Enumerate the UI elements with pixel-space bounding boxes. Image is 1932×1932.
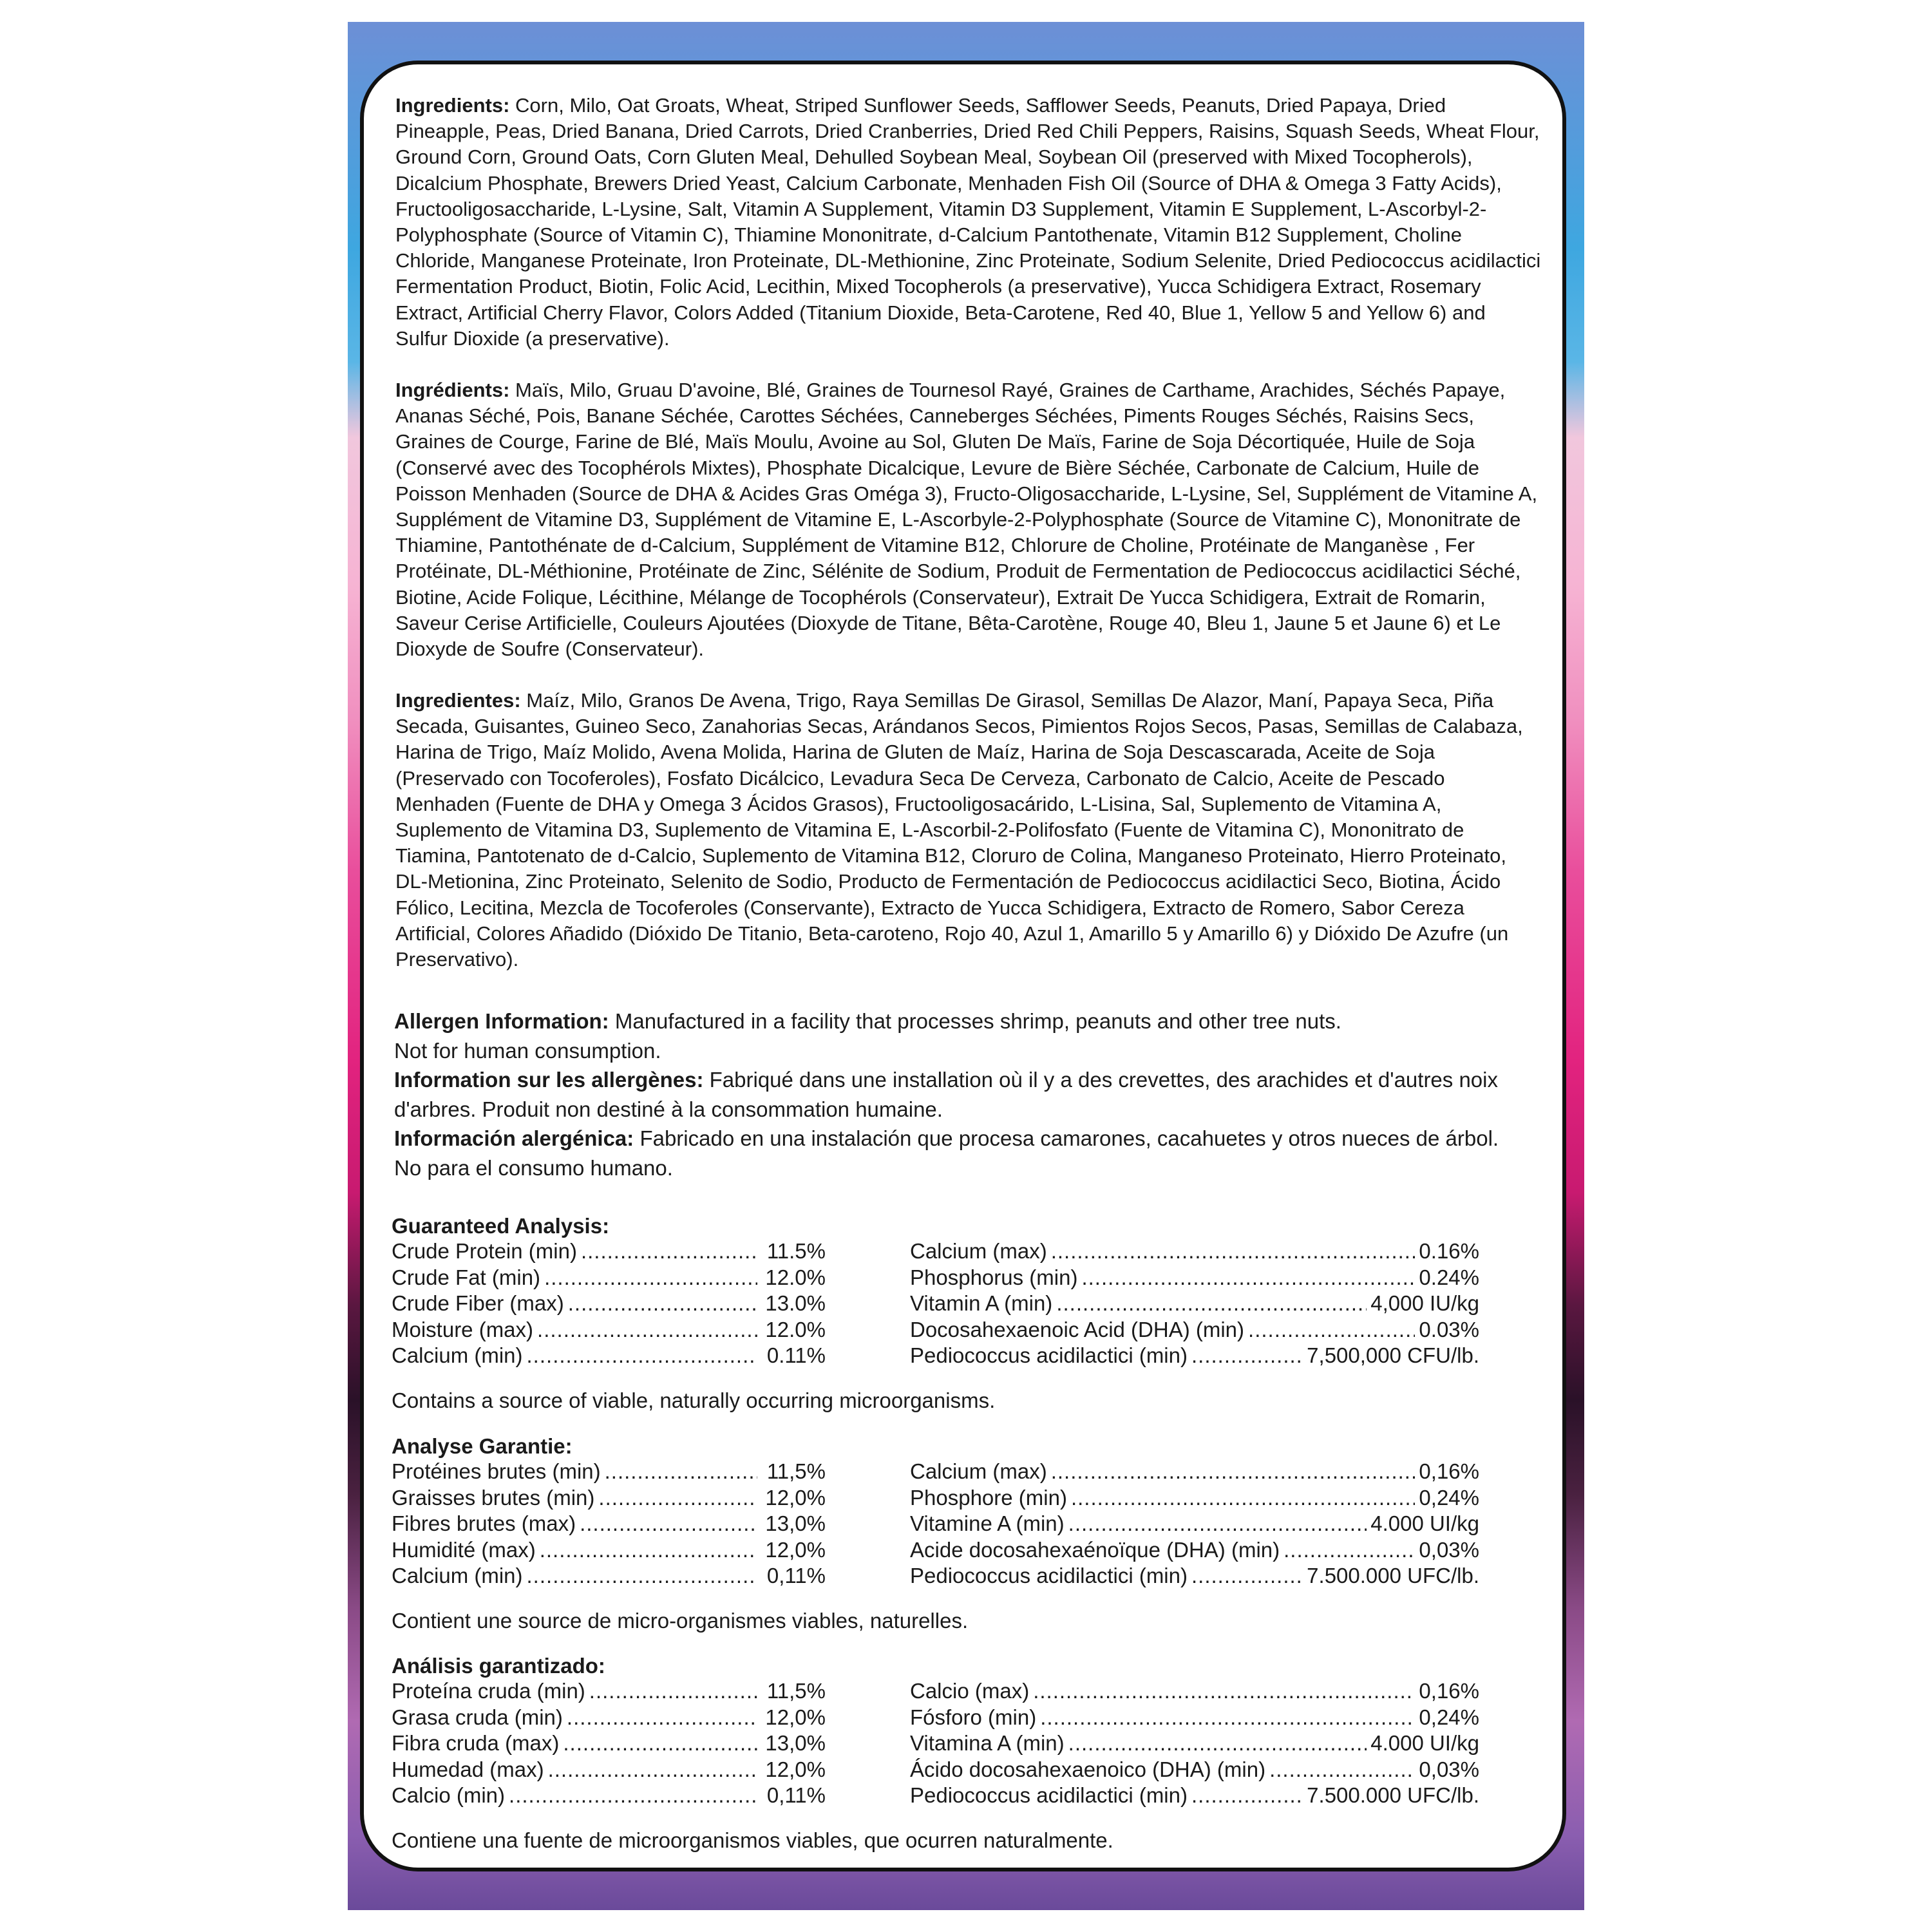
analysis-nutrient-value: 12,0% xyxy=(765,1485,826,1510)
analysis-nutrient-name: Vitamina A (min) xyxy=(910,1731,1065,1755)
dot-leader xyxy=(567,1705,757,1730)
analysis-nutrient-name: Calcio (min) xyxy=(392,1783,506,1807)
dot-leader xyxy=(544,1265,757,1291)
analysis-nutrient-name: Acide docosahexaénoïque (DHA) (min) xyxy=(910,1537,1280,1562)
analysis-row-es-right xyxy=(910,1757,1479,1783)
dot-leader xyxy=(1051,1238,1416,1264)
analysis-nutrient-name: Vitamin A (min) xyxy=(910,1291,1053,1315)
ingredients-en-label: Ingredients: xyxy=(395,94,510,117)
analysis-nutrient-value: 0.24% xyxy=(1419,1265,1479,1289)
dot-leader xyxy=(1269,1757,1415,1783)
allergen-info xyxy=(394,1007,1540,1182)
analysis-nutrient-value: 7.500.000 UFC/lb. xyxy=(1307,1783,1479,1807)
analysis-nutrient-value: 11,5% xyxy=(766,1459,826,1483)
analysis-nutrient-name: Fibres brutes (max) xyxy=(392,1511,576,1535)
dot-leader xyxy=(1071,1485,1415,1511)
analysis-row-en-right xyxy=(910,1238,1479,1264)
allergen-es-line2: No para el consumo humano. xyxy=(394,1155,673,1180)
analysis-nutrient-value: 4,000 IU/kg xyxy=(1370,1291,1479,1315)
allergen-en-line2: Not for human consumption. xyxy=(394,1038,661,1063)
allergen-es-label: Información alergénica: xyxy=(394,1126,634,1150)
allergen-fr-line2: d'arbres. Produit non destiné à la consommation humaine. xyxy=(394,1097,943,1121)
dot-leader xyxy=(1191,1343,1303,1368)
analysis-row-en-left xyxy=(392,1291,826,1316)
analysis-row-es-right xyxy=(910,1705,1479,1730)
analysis-nutrient-value: 0.11% xyxy=(766,1343,826,1367)
analysis-nutrient-name: Phosphore (min) xyxy=(910,1485,1067,1510)
analysis-row-en-right xyxy=(910,1343,1479,1368)
analysis-nutrient-name: Crude Fiber (max) xyxy=(392,1291,564,1315)
analysis-nutrient-name: Protéines brutes (min) xyxy=(392,1459,601,1483)
analysis-nutrient-value: 0,24% xyxy=(1419,1485,1479,1510)
analysis-row-fr-right xyxy=(910,1511,1479,1537)
analysis-nutrient-name: Moisture (max) xyxy=(392,1317,534,1341)
analysis-nutrient-name: Fósforo (min) xyxy=(910,1705,1037,1729)
analysis-nutrient-name: Pediococcus acidilactici (min) xyxy=(910,1783,1188,1807)
dot-leader xyxy=(548,1757,757,1783)
ingredients-fr xyxy=(395,377,1542,662)
analysis-row-es-right xyxy=(910,1783,1479,1808)
analysis-row-en-right xyxy=(910,1291,1479,1316)
allergen-fr-label: Information sur les allergènes: xyxy=(394,1068,704,1092)
analysis-nutrient-value: 12,0% xyxy=(765,1537,826,1562)
analysis-row-en-right xyxy=(910,1317,1479,1343)
dot-leader xyxy=(1248,1317,1415,1343)
analysis-row-fr-left xyxy=(392,1459,826,1484)
analysis-nutrient-value: 4.000 UI/kg xyxy=(1370,1731,1479,1755)
dot-leader xyxy=(1068,1511,1367,1537)
dot-leader xyxy=(598,1485,757,1511)
analysis-nutrient-name: Calcium (max) xyxy=(910,1459,1047,1483)
analysis-note-en: Contains a source of viable, naturally occurring microorganisms. xyxy=(392,1388,996,1412)
ingredients-en-text: Corn, Milo, Oat Groats, Wheat, Striped Sunflower Seeds, Safflower Seeds, Peanuts, Dried Papaya, Dried Pineapple, Peas, Dried Banana, Dried Carrots, Dried Cranberries, Dried Red Chili Peppers, Raisins, Squash Seeds, Wheat Flour, Ground Corn, Ground Oats, Corn Gluten Meal, Dehulled Soybean Meal, Soybean Oil (preserved with Mixed Tocopherols), Dicalcium Phosphate, Brewers Dried Yeast, Calcium Carbonate, Menhaden Fish Oil (Source of DHA & Omega 3 Fatty Acids), Fructooligosaccharide, L-Lysine, Salt, Vitamin A Supplement, Vitamin D3 Supplement, Vitamin E Supplement, L-Ascorbyl-2-Polyphosphate (Source of Vitamin C), Thiamine Mononitrate, d-Calcium Pantothenate, Vitamin B12 Supplement, Choline Chloride, Manganese Proteinate, Iron Proteinate, DL-Methionine, Zinc Proteinate, Sodium Selenite, Dried Pediococcus acidilactici Fermentation Product, Biotin, Folic Acid, Lecithin, Mixed Tocopherols (a preservative), Yucca Schidigera Extract, Rosemary Extract, Artificial Cherry Flavor, Colors Added (Titanium Dioxide, Beta-Carotene, Red 40, Blue 1, Yellow 5 and Yellow 6) and Sulfur Dioxide (a preservative). xyxy=(395,94,1541,350)
dot-leader xyxy=(1051,1459,1416,1484)
allergen-en-label: Allergen Information: xyxy=(394,1009,609,1033)
analysis-nutrient-name: Ácido docosahexaenoico (DHA) (min) xyxy=(910,1757,1266,1781)
analysis-nutrient-name: Calcium (max) xyxy=(910,1239,1047,1263)
analysis-nutrient-value: 13.0% xyxy=(765,1291,826,1315)
analysis-row-fr-left xyxy=(392,1511,826,1537)
analysis-nutrient-value: 0.16% xyxy=(1419,1239,1479,1263)
dot-leader xyxy=(1040,1705,1415,1730)
analysis-nutrient-value: 0,03% xyxy=(1419,1757,1479,1781)
ingredients-es-text: Maíz, Milo, Granos De Avena, Trigo, Raya Semillas De Girasol, Semillas De Alazor, Maní, Papaya Seca, Piña Secada, Guisantes, Guineo Seco, Zanahorias Secas, Arándanos Secos, Pimientos Rojos Secos, Pasas, Semillas de Calabaza, Harina de Trigo, Maíz Molido, Avena Molida, Harina de Gluten de Maíz, Harina de Soja Descascarada, Aceite de Soja (Preservado con Tocoferoles), Fosfato Dicálcico, Levadura Seca De Cerveza, Carbonato de Calcio, Aceite de Pescado Menhaden (Fuente de DHA y Omega 3 Ácidos Grasos), Fructooligosacárido, L-Lisina, Sal, Suplemento de Vitamina A, Suplemento de Vitamina D3, Suplemento de Vitamina E, L-Ascorbil-2-Polifosfato (Fuente de Vitamina C), Mononitrato de Tiamina, Pantotenato de d-Calcio, Suplemento de Vitamina B12, Cloruro de Colina, Manganeso Proteinato, Hierro Proteinato, DL-Metionina, Zinc Proteinato, Selenito de Sodio, Producto de Fermentación de Pediococcus acidilactici Seco, Biotina, Ácido Fólico, Lecitina, Mezcla de Tocoferoles (Conservante), Extracto de Yucca Schidigera, Extracto de Romero, Sabor Cereza Artificial, Colores Añadido (Dióxido De Titanio, Beta-caroteno, Rojo 40, Azul 1, Amarillo 5 y Amarillo 6) y Dióxido De Azufre (un Preservativo). xyxy=(395,689,1523,971)
analysis-row-en-left xyxy=(392,1238,826,1264)
dot-leader xyxy=(1191,1563,1303,1589)
ingredients-fr-text: Maïs, Milo, Gruau D'avoine, Blé, Graines de Tournesol Rayé, Graines de Carthame, Arachides, Séchés Papaye, Ananas Séché, Pois, Banane Séchée, Carottes Séchées, Canneberges Séchées, Piments Rouges Séchés, Raisins Secs, Graines de Courge, Farine de Blé, Maïs Moulu, Avoine au Sol, Gluten De Maïs, Farine de Soja Décortiquée, Huile de Soja (Conservé avec des Tocophérols Mixtes), Phosphate Dicalcique, Levure de Bière Séchée, Carbonate de Calcium, Huile de Poisson Menhaden (Source de DHA & Acides Gras Oméga 3), Fructo-Oligosaccharide, L-Lysine, Sel, Supplément de Vitamine A, Supplément de Vitamine D3, Supplément de Vitamine E, L-Ascorbyle-2-Polyphosphate (Source de Vitamine C), Mononitrate de Thiamine, Pantothénate de d-Calcium, Supplément de Vitamine B12, Chlorure de Choline, Protéinate de Manganèse , Fer Protéinate, DL-Méthionine, Protéinate de Zinc, Sélénite de Sodium, Produit de Fermentation de Pediococcus acidilactici Séché, Biotine, Acide Folique, Lécithine, Mélange de Tocophérols (Conservateur), Extrait De Yucca Schidigera, Extrait de Romarin, Saveur Cerise Artificielle, Couleurs Ajoutées (Dioxyde de Titane, Bêta-Carotène, Rouge 40, Bleu 1, Jaune 5 et Jaune 6) et Le Dioxyde de Soufre (Conservateur). xyxy=(395,379,1538,661)
analysis-row-fr-right xyxy=(910,1537,1479,1563)
analysis-row-fr-right xyxy=(910,1485,1479,1511)
dot-leader xyxy=(589,1678,757,1704)
analysis-row-es-right xyxy=(910,1730,1479,1756)
analysis-nutrient-value: 11,5% xyxy=(766,1679,826,1703)
analysis-note-fr: Contient une source de micro-organismes viables, naturelles. xyxy=(392,1608,969,1633)
analysis-nutrient-value: 7,500,000 CFU/lb. xyxy=(1307,1343,1479,1367)
analysis-nutrient-name: Calcium (min) xyxy=(392,1564,523,1587)
analysis-nutrient-value: 0,03% xyxy=(1419,1537,1479,1562)
analysis-row-fr-left xyxy=(392,1485,826,1511)
analysis-row-en-left xyxy=(392,1317,826,1343)
analysis-row-fr-right xyxy=(910,1459,1479,1484)
analysis-nutrient-value: 13,0% xyxy=(765,1731,826,1755)
analysis-nutrient-name: Crude Protein (min) xyxy=(392,1239,577,1263)
dot-leader xyxy=(580,1511,757,1537)
analysis-nutrient-name: Pediococcus acidilactici (min) xyxy=(910,1564,1188,1587)
analysis-row-es-left xyxy=(392,1730,826,1756)
analysis-nutrient-name: Proteína cruda (min) xyxy=(392,1679,585,1703)
allergen-fr-line1: Fabriqué dans une installation où il y a des crevettes, des arachides et d'autres noix xyxy=(709,1068,1498,1092)
analysis-row-en-right xyxy=(910,1265,1479,1291)
analysis-row-fr-right xyxy=(910,1563,1479,1589)
analysis-title-fr: Analyse Garantie: xyxy=(392,1434,573,1458)
analysis-title-es: Análisis garantizado: xyxy=(392,1654,605,1678)
analysis-title-en: Guaranteed Analysis: xyxy=(392,1214,610,1238)
analysis-nutrient-name: Pediococcus acidilactici (min) xyxy=(910,1343,1188,1367)
analysis-nutrient-name: Grasa cruda (min) xyxy=(392,1705,563,1729)
ingredients-en xyxy=(395,93,1542,352)
analysis-nutrient-value: 0,11% xyxy=(766,1783,826,1807)
dot-leader xyxy=(527,1343,757,1368)
allergen-en-line1: Manufactured in a facility that processes shrimp, peanuts and other tree nuts. xyxy=(614,1009,1341,1033)
analysis-row-fr-left xyxy=(392,1563,826,1589)
analysis-nutrient-value: 11.5% xyxy=(766,1239,826,1263)
dot-leader xyxy=(563,1730,757,1756)
analysis-nutrient-value: 0,11% xyxy=(766,1564,826,1587)
analysis-nutrient-value: 7.500.000 UFC/lb. xyxy=(1307,1564,1479,1587)
analysis-nutrient-name: Calcio (max) xyxy=(910,1679,1030,1703)
analysis-row-es-right xyxy=(910,1678,1479,1704)
dot-leader xyxy=(540,1537,757,1563)
analysis-row-es-left xyxy=(392,1757,826,1783)
allergen-es-line1: Fabricado en una instalación que procesa camarones, cacahuetes y otros nueces de árbol. xyxy=(639,1126,1499,1150)
dot-leader xyxy=(1283,1537,1415,1563)
analysis-row-en-left xyxy=(392,1343,826,1368)
analysis-nutrient-name: Crude Fat (min) xyxy=(392,1265,541,1289)
dot-leader xyxy=(1068,1730,1367,1756)
analysis-nutrient-value: 0,16% xyxy=(1419,1679,1479,1703)
analysis-nutrient-value: 13,0% xyxy=(765,1511,826,1535)
analysis-nutrient-value: 0.03% xyxy=(1419,1317,1479,1341)
analysis-nutrient-value: 0,16% xyxy=(1419,1459,1479,1483)
analysis-nutrient-value: 12.0% xyxy=(765,1317,826,1341)
analysis-nutrient-value: 0,24% xyxy=(1419,1705,1479,1729)
dot-leader xyxy=(568,1291,757,1316)
dot-leader xyxy=(527,1563,757,1589)
analysis-row-en-left xyxy=(392,1265,826,1291)
analysis-note-es: Contiene una fuente de microorganismos viables, que ocurren naturalmente. xyxy=(392,1828,1113,1852)
analysis-nutrient-value: 12,0% xyxy=(765,1705,826,1729)
analysis-nutrient-name: Docosahexaenoic Acid (DHA) (min) xyxy=(910,1317,1245,1341)
analysis-nutrient-name: Phosphorus (min) xyxy=(910,1265,1078,1289)
analysis-nutrient-name: Calcium (min) xyxy=(392,1343,523,1367)
analysis-nutrient-value: 12.0% xyxy=(765,1265,826,1289)
analysis-row-es-left xyxy=(392,1705,826,1730)
analysis-nutrient-name: Vitamine A (min) xyxy=(910,1511,1065,1535)
dot-leader xyxy=(1056,1291,1367,1316)
dot-leader xyxy=(605,1459,757,1484)
analysis-row-fr-left xyxy=(392,1537,826,1563)
analysis-nutrient-name: Fibra cruda (max) xyxy=(392,1731,560,1755)
analysis-nutrient-name: Humedad (max) xyxy=(392,1757,544,1781)
dot-leader xyxy=(1081,1265,1415,1291)
dot-leader xyxy=(1033,1678,1415,1704)
dot-leader xyxy=(509,1783,757,1808)
analysis-nutrient-value: 4.000 UI/kg xyxy=(1370,1511,1479,1535)
dot-leader xyxy=(537,1317,757,1343)
ingredients-es xyxy=(395,688,1542,972)
analysis-row-es-left xyxy=(392,1783,826,1808)
dot-leader xyxy=(581,1238,757,1264)
ingredients-es-label: Ingredientes: xyxy=(395,689,521,712)
analysis-row-es-left xyxy=(392,1678,826,1704)
dot-leader xyxy=(1191,1783,1303,1808)
analysis-nutrient-name: Graisses brutes (min) xyxy=(392,1485,595,1510)
analysis-nutrient-name: Humidité (max) xyxy=(392,1537,536,1562)
ingredients-fr-label: Ingrédients: xyxy=(395,379,510,401)
analysis-nutrient-value: 12,0% xyxy=(765,1757,826,1781)
